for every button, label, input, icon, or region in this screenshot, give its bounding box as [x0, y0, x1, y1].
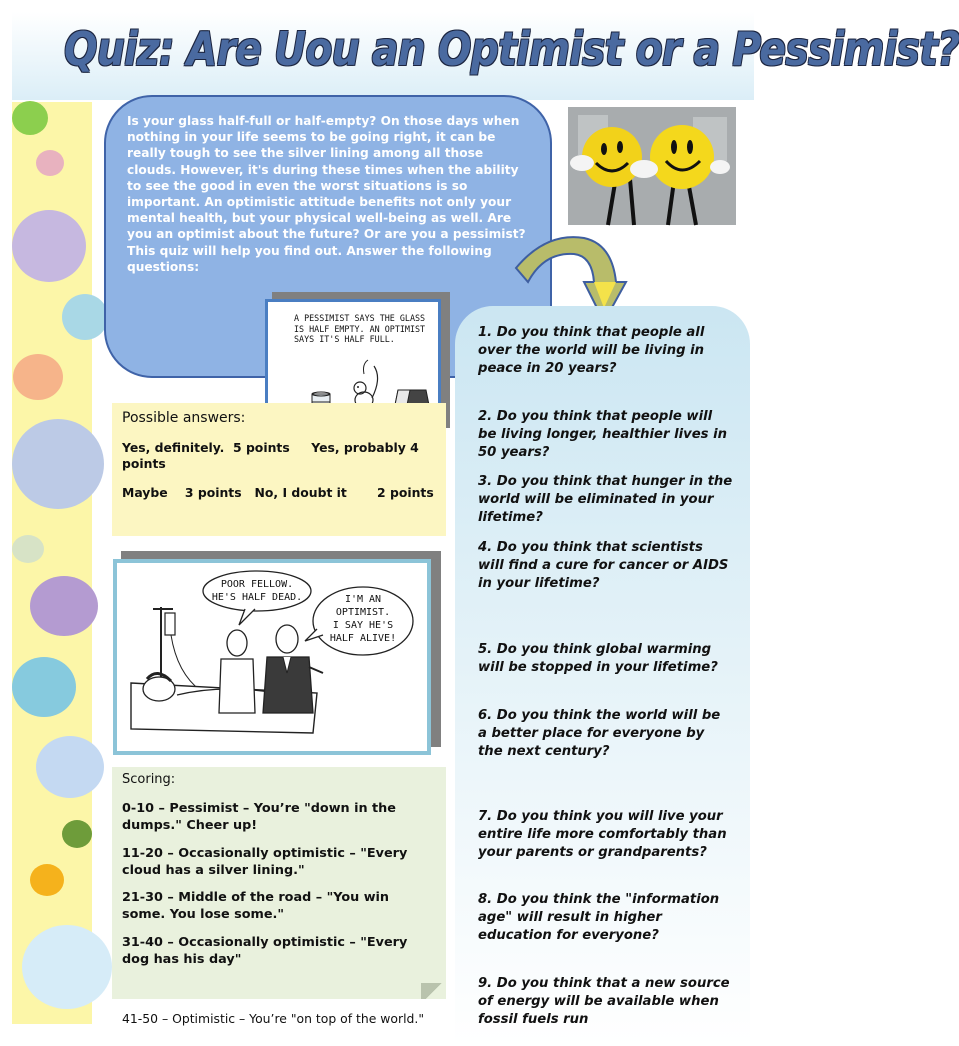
title-banner: [12, 12, 959, 100]
question-item: 2. Do you think that people will be living longer, healthier lives in 50 years?: [478, 409, 728, 460]
decorative-dot: [12, 210, 86, 282]
decorative-dot: [36, 736, 104, 798]
decorative-dot: [30, 576, 98, 636]
decorative-dot: [12, 535, 44, 563]
speech-bubble-text: OPTIMIST.: [335, 607, 391, 618]
answers-line: Maybe 3 points No, I doubt it 2 points: [122, 485, 434, 500]
decorative-dot: [36, 150, 64, 176]
answers-line: Yes, definitely. 5 points Yes, probably 4 points: [122, 440, 424, 471]
intro-text: Is your glass half-full or half-empty? On those days when nothing in your life seems to be going right, it can be really tough to see the silver lining among all those clouds. However, it's during these times when the ability to see the good in even the worst situations is so important. An optimistic attitude benefits not only your mental health, but your physical well-being as well. Are you an optimist about the future? Or are you a pessimist? This quiz will help you find out. Answer the following questions:: [127, 114, 526, 274]
page-curl: [421, 983, 446, 999]
question-item: 4. Do you think that scientists will find a cure for cancer or AIDS in your lifetime?: [478, 540, 729, 591]
speech-bubble-text: HE'S HALF DEAD.: [211, 592, 303, 603]
decorative-dot: [22, 925, 112, 1009]
decorative-dot: [12, 419, 104, 509]
question-item: 5. Do you think global warming will be stopped in your lifetime?: [478, 642, 718, 675]
speech-bubble-text: I'M AN: [344, 594, 382, 605]
question-item: 8. Do you think the "information age" will result in higher education for everyone?: [478, 892, 720, 943]
score-range-tail: 41-50 – Optimistic – You’re "on top of the world.": [122, 1011, 425, 1026]
decorative-dot: [62, 294, 108, 340]
question-item: 6. Do you think the world will be a better place for everyone by the next century?: [478, 708, 721, 759]
speech-bubble-text: HALF ALIVE!: [329, 633, 397, 644]
decorative-dot: [13, 354, 63, 400]
question-item: 7. Do you think you will live your entire life more comfortably than your parents or grandparents?: [478, 809, 727, 860]
question-item: 1. Do you think that people all over the world will be living in peace in 20 years?: [478, 325, 705, 376]
speech-bubble-text: POOR FELLOW.: [220, 579, 294, 590]
score-range: 21-30 – Middle of the road – "You win some. You lose some.": [122, 890, 390, 922]
score-range: 11-20 – Occasionally optimistic – "Every cloud has a silver lining.": [122, 846, 408, 878]
answers-title: Possible answers:: [122, 410, 246, 426]
question-item: 3. Do you think that hunger in the world will be eliminated in your lifetime?: [478, 474, 733, 525]
page-title: Quiz: Are Uou an Optimist or a Pessimist?: [63, 22, 959, 76]
decorative-dot: [30, 864, 64, 896]
question-item: 9. Do you think that a new source of energy will be available when fossil fuels run: [478, 976, 730, 1027]
decorative-dot: [12, 657, 76, 717]
score-range: 31-40 – Occasionally optimistic – "Every dog has his day": [122, 935, 408, 967]
score-range: 0-10 – Pessimist – You’re "down in the dumps." Cheer up!: [122, 801, 396, 833]
smiley-faces-photo: [568, 107, 736, 225]
decorative-dot: [62, 820, 92, 848]
decorative-dot: [12, 101, 48, 135]
speech-bubble-text: I SAY HE'S: [332, 620, 394, 631]
scoring-title: Scoring:: [122, 772, 176, 787]
cartoon-caption: A PESSIMIST SAYS THE GLASS IS HALF EMPTY. AN OPTIMIST SAYS IT'S HALF FULL.: [294, 313, 426, 344]
hospital-cartoon: [113, 559, 431, 755]
